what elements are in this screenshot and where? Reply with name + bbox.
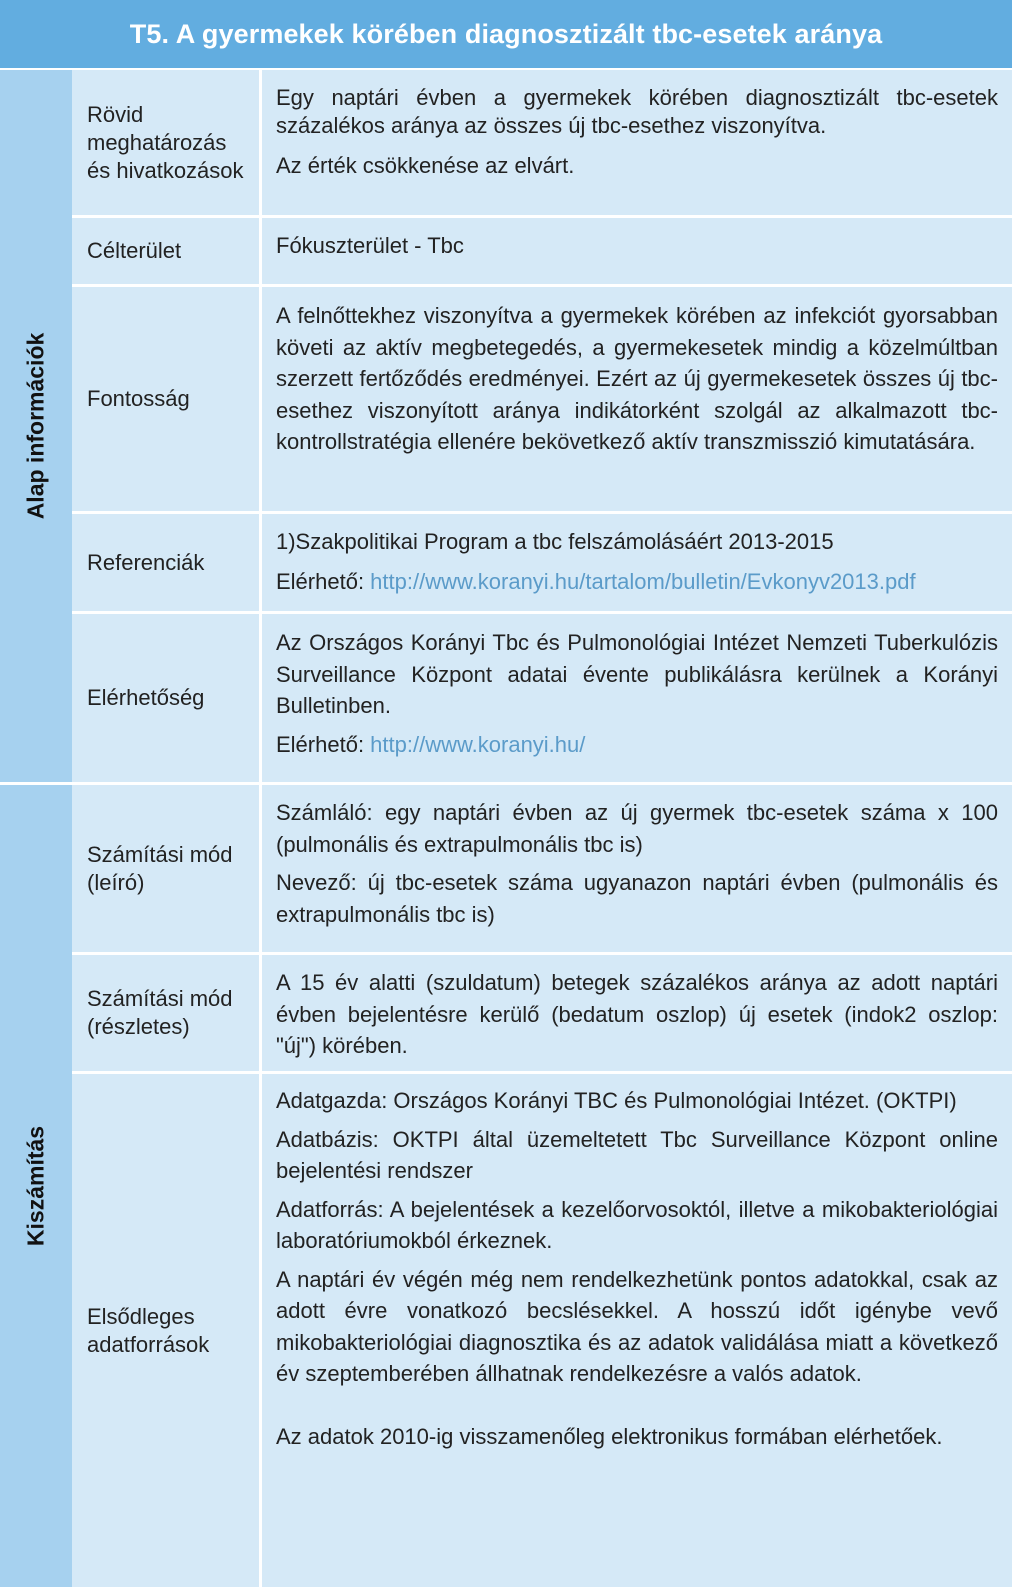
row-elerhetoseg bbox=[72, 614, 1012, 782]
row-referenciak bbox=[72, 514, 1012, 611]
row-celterulet bbox=[72, 218, 1012, 284]
denominator-text: Nevező: új tbc-esetek száma ugyanazon naptári évben (pulmonális és extrapulmonális tbc is) bbox=[276, 870, 998, 927]
row-label: Számítási mód (részletes) bbox=[87, 986, 233, 1039]
section-alap-informaciok bbox=[0, 70, 72, 782]
row-szamitasi-mod-reszletes bbox=[72, 955, 1012, 1071]
row-label-cell bbox=[72, 514, 259, 611]
row-label-cell bbox=[72, 287, 259, 511]
row-content bbox=[262, 785, 1012, 952]
row-label-cell bbox=[72, 218, 259, 284]
available-prefix: Elérhető: bbox=[276, 731, 371, 757]
row-label: Referenciák bbox=[87, 549, 205, 575]
detailed-calculation-text: A 15 év alatti (szuldatum) betegek százalékos aránya az adott naptári évben bejelentésre kerülő (bedatum oszlop) új esetek (indok2 oszlop: "új") körében. bbox=[276, 970, 998, 1058]
section-label-alap: Alap információk bbox=[22, 332, 49, 520]
row-szamitasi-mod-leiro bbox=[72, 785, 1012, 952]
available-prefix: Elérhető: bbox=[276, 568, 371, 594]
row-label-cell bbox=[72, 70, 259, 215]
row-content bbox=[262, 514, 1012, 611]
data-owner-text: Adatgazda: Országos Korányi TBC és Pulmonológiai Intézet. (OKTPI) bbox=[276, 1088, 957, 1113]
row-label: Fontosság bbox=[87, 386, 190, 411]
row-label: Számítási mód (leíró) bbox=[87, 841, 233, 895]
row-fontossag bbox=[72, 287, 1012, 511]
definition-text: Egy naptári évben a gyermekek körében diagnosztizált tbc-esetek százalékos aránya az összes új tbc-esethez viszonyítva. bbox=[276, 85, 998, 138]
title-bar bbox=[0, 0, 1012, 68]
focus-area-text: Fókuszterület - Tbc bbox=[276, 233, 464, 258]
importance-text: A felnőttekhez viszonyítva a gyermekek körében az infekciót gyorsabban követi az aktív megbetegedés, a gyermekesetek mindig a közelmúltban szerzett fertőződés eredményei. Ezért az új gyermekesetek összes új tbc-esethez viszonyított aránya indikátorként szolgál az alkalmazott tbc- kontrollstratégia ellenére bekövetkező aktív transzmisszió kimutatására. bbox=[276, 303, 998, 454]
section-kiszamitas bbox=[0, 785, 72, 1587]
row-label: Rövid meghatározás és hivatkozások bbox=[87, 101, 244, 183]
row-content bbox=[262, 218, 1012, 284]
section-label-kiszamitas: Kiszámítás bbox=[22, 1125, 49, 1247]
row-content bbox=[262, 614, 1012, 782]
availability-link-line bbox=[276, 729, 998, 761]
data-history-text: Az adatok 2010-ig visszamenőleg elektronikus formában elérhetőek. bbox=[276, 1423, 943, 1449]
row-label-cell bbox=[72, 785, 259, 952]
row-label: Elérhetőség bbox=[87, 685, 205, 710]
row-content bbox=[262, 287, 1012, 511]
row-elsodleges-adatforrasok bbox=[72, 1074, 1012, 1587]
reference-text: 1)Szakpolitikai Program a tbc felszámolásáért 2013-2015 bbox=[276, 529, 834, 554]
expectation-text: Az érték csökkenése az elvárt. bbox=[276, 153, 575, 178]
reference-availability bbox=[276, 566, 998, 598]
row-content bbox=[262, 955, 1012, 1071]
data-source-text: Adatforrás: A bejelentések a kezelőorvosoktól, illetve a mikobakteriológiai laboratóriumokból érkeznek. bbox=[276, 1196, 998, 1253]
row-content bbox=[262, 70, 1012, 215]
row-label: Elsődleges adatforrások bbox=[87, 1303, 210, 1357]
numerator-text: Számláló: egy naptári évben az új gyermek tbc-esetek száma x 100 (pulmonális és extrapulmonális tbc is) bbox=[276, 800, 998, 857]
row-label-cell bbox=[72, 1074, 259, 1587]
database-text: Adatbázis: OKTPI által üzemeltetett Tbc Surveillance Központ online bejelentési rendszer bbox=[276, 1126, 998, 1183]
data-timing-text: A naptári év végén még nem rendelkezhetünk pontos adatokkal, csak az adott évre vonatkozó becslésekkel. A hosszú időt igénybe vevő mikobakteriológiai diagnosztika és az adatok validálása miatt a következő év szeptemberében állhatnak rendelkezésre a valós adatok. bbox=[276, 1266, 998, 1386]
koranyi-link[interactable]: http://www.koranyi.hu/ bbox=[370, 731, 586, 757]
row-rovid-meghatarozas bbox=[72, 70, 1012, 215]
evkonyv-link[interactable]: http://www.koranyi.hu/tartalom/bulletin/Evkonyv2013.pdf bbox=[370, 568, 916, 594]
page-title: T5. A gyermekek körében diagnosztizált tbc-esetek aránya bbox=[129, 18, 883, 49]
row-content bbox=[262, 1074, 1012, 1587]
availability-text: Az Országos Korányi Tbc és Pulmonológiai Intézet Nemzeti Tuberkulózis Surveillance Központ adatai évente publikálásra kerülnek a Korányi Bulletinben. bbox=[276, 630, 998, 718]
row-label-cell bbox=[72, 955, 259, 1071]
row-label-cell bbox=[72, 614, 259, 782]
row-label: Célterület bbox=[87, 238, 182, 263]
